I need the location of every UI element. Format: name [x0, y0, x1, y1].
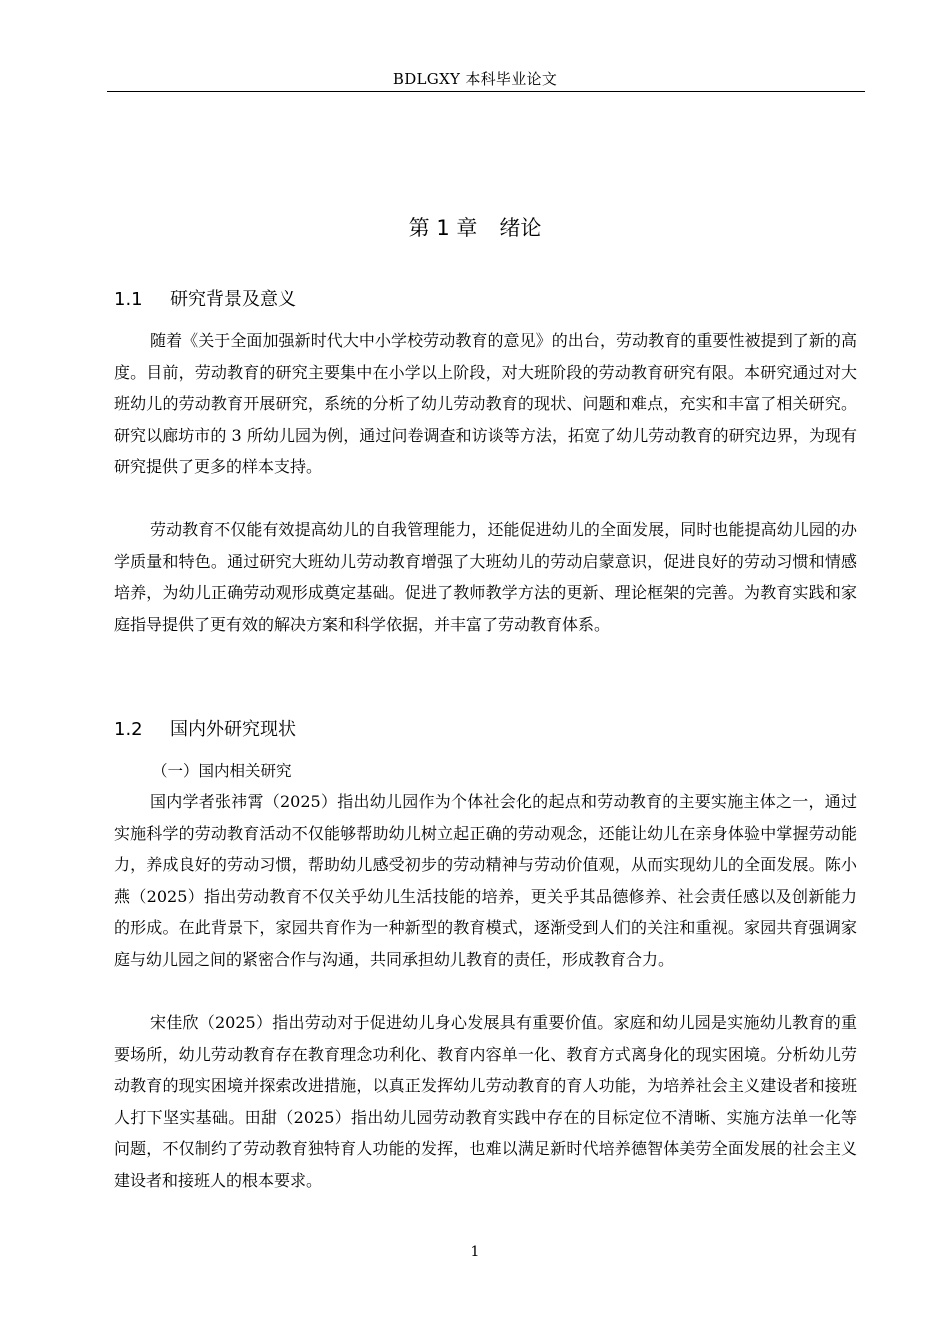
chapter-heading [0, 212, 950, 242]
paragraph: 宋佳欣（2025）指出劳动对于促进幼儿身心发展具有重要价值。家庭和幼儿园是实施幼儿教育的重要场所，幼儿劳动教育存在教育理念功利化、教育内容单一化、教育方式离身化的现实困境。分析幼儿劳动教育的现实困境并探索改进措施，以真正发挥幼儿劳动教育的育人功能，为培养社会主义建设者和接班人打下坚实基础。田甜（2025）指出幼儿园劳动教育实践中存在的目标定位不清晰、实施方法单一化等问题，不仅制约了劳动教育独特育人功能的发挥，也难以满足新时代培养德智体美劳全面发展的社会主义建设者和接班人的根本要求。 [114, 1013, 857, 1190]
section-heading-1-1 [114, 285, 296, 311]
chapter-title: 绪论 [499, 216, 542, 240]
section-heading-1-2 [114, 715, 296, 741]
paragraph: 国内学者张祎霄（2025）指出幼儿园作为个体社会化的起点和劳动教育的主要实施主体之一，通过实施科学的劳动教育活动不仅能够帮助幼儿树立起正确的劳动观念，还能让幼儿在亲身体验中掌握劳动能力，养成良好的劳动习惯，帮助幼儿感受初步的劳动精神与劳动价值观，从而实现幼儿的全面发展。陈小燕（2025）指出劳动教育不仅关乎幼儿生活技能的培养，更关乎其品德修养、社会责任感以及创新能力的形成。在此背景下，家园共育作为一种新型的教育模式，逐渐受到人们的关注和重视。家园共育强调家庭与幼儿园之间的紧密合作与沟通，共同承担幼儿教育的责任，形成教育合力。 [114, 792, 857, 969]
section-title: 国内外研究现状 [170, 719, 296, 740]
chapter-number: 第 1 章 [408, 216, 478, 240]
subsection-heading: （一）国内相关研究 [152, 762, 292, 780]
section-title: 研究背景及意义 [170, 289, 296, 310]
paragraph: 随着《关于全面加强新时代大中小学校劳动教育的意见》的出台，劳动教育的重要性被提到了新的高度。目前，劳动教育的研究主要集中在小学以上阶段，对大班阶段的劳动教育研究有限。本研究通过对大班幼儿的劳动教育开展研究，系统的分析了幼儿劳动教育的现状、问题和难点，充实和丰富了相关研究。研究以廊坊市的 3 所幼儿园为例，通过问卷调查和访谈等方法，拓宽了幼儿劳动教育的研究边界，为现有研究提供了更多的样本支持。 [114, 331, 857, 476]
page-number: 1 [470, 1244, 480, 1260]
section-number: 1.1 [114, 289, 143, 310]
paragraph: 劳动教育不仅能有效提高幼儿的自我管理能力，还能促进幼儿的全面发展，同时也能提高幼儿园的办学质量和特色。通过研究大班幼儿劳动教育增强了大班幼儿的劳动启蒙意识，促进良好的劳动习惯和情感培养，为幼儿正确劳动观形成奠定基础。促进了教师教学方法的更新、理论框架的完善。为教育实践和家庭指导提供了更有效的解决方案和科学依据，并丰富了劳动教育体系。 [114, 520, 857, 634]
section-number: 1.2 [114, 719, 143, 740]
running-header: BDLGXY 本科毕业论文 [392, 70, 558, 88]
header-divider [107, 91, 865, 92]
